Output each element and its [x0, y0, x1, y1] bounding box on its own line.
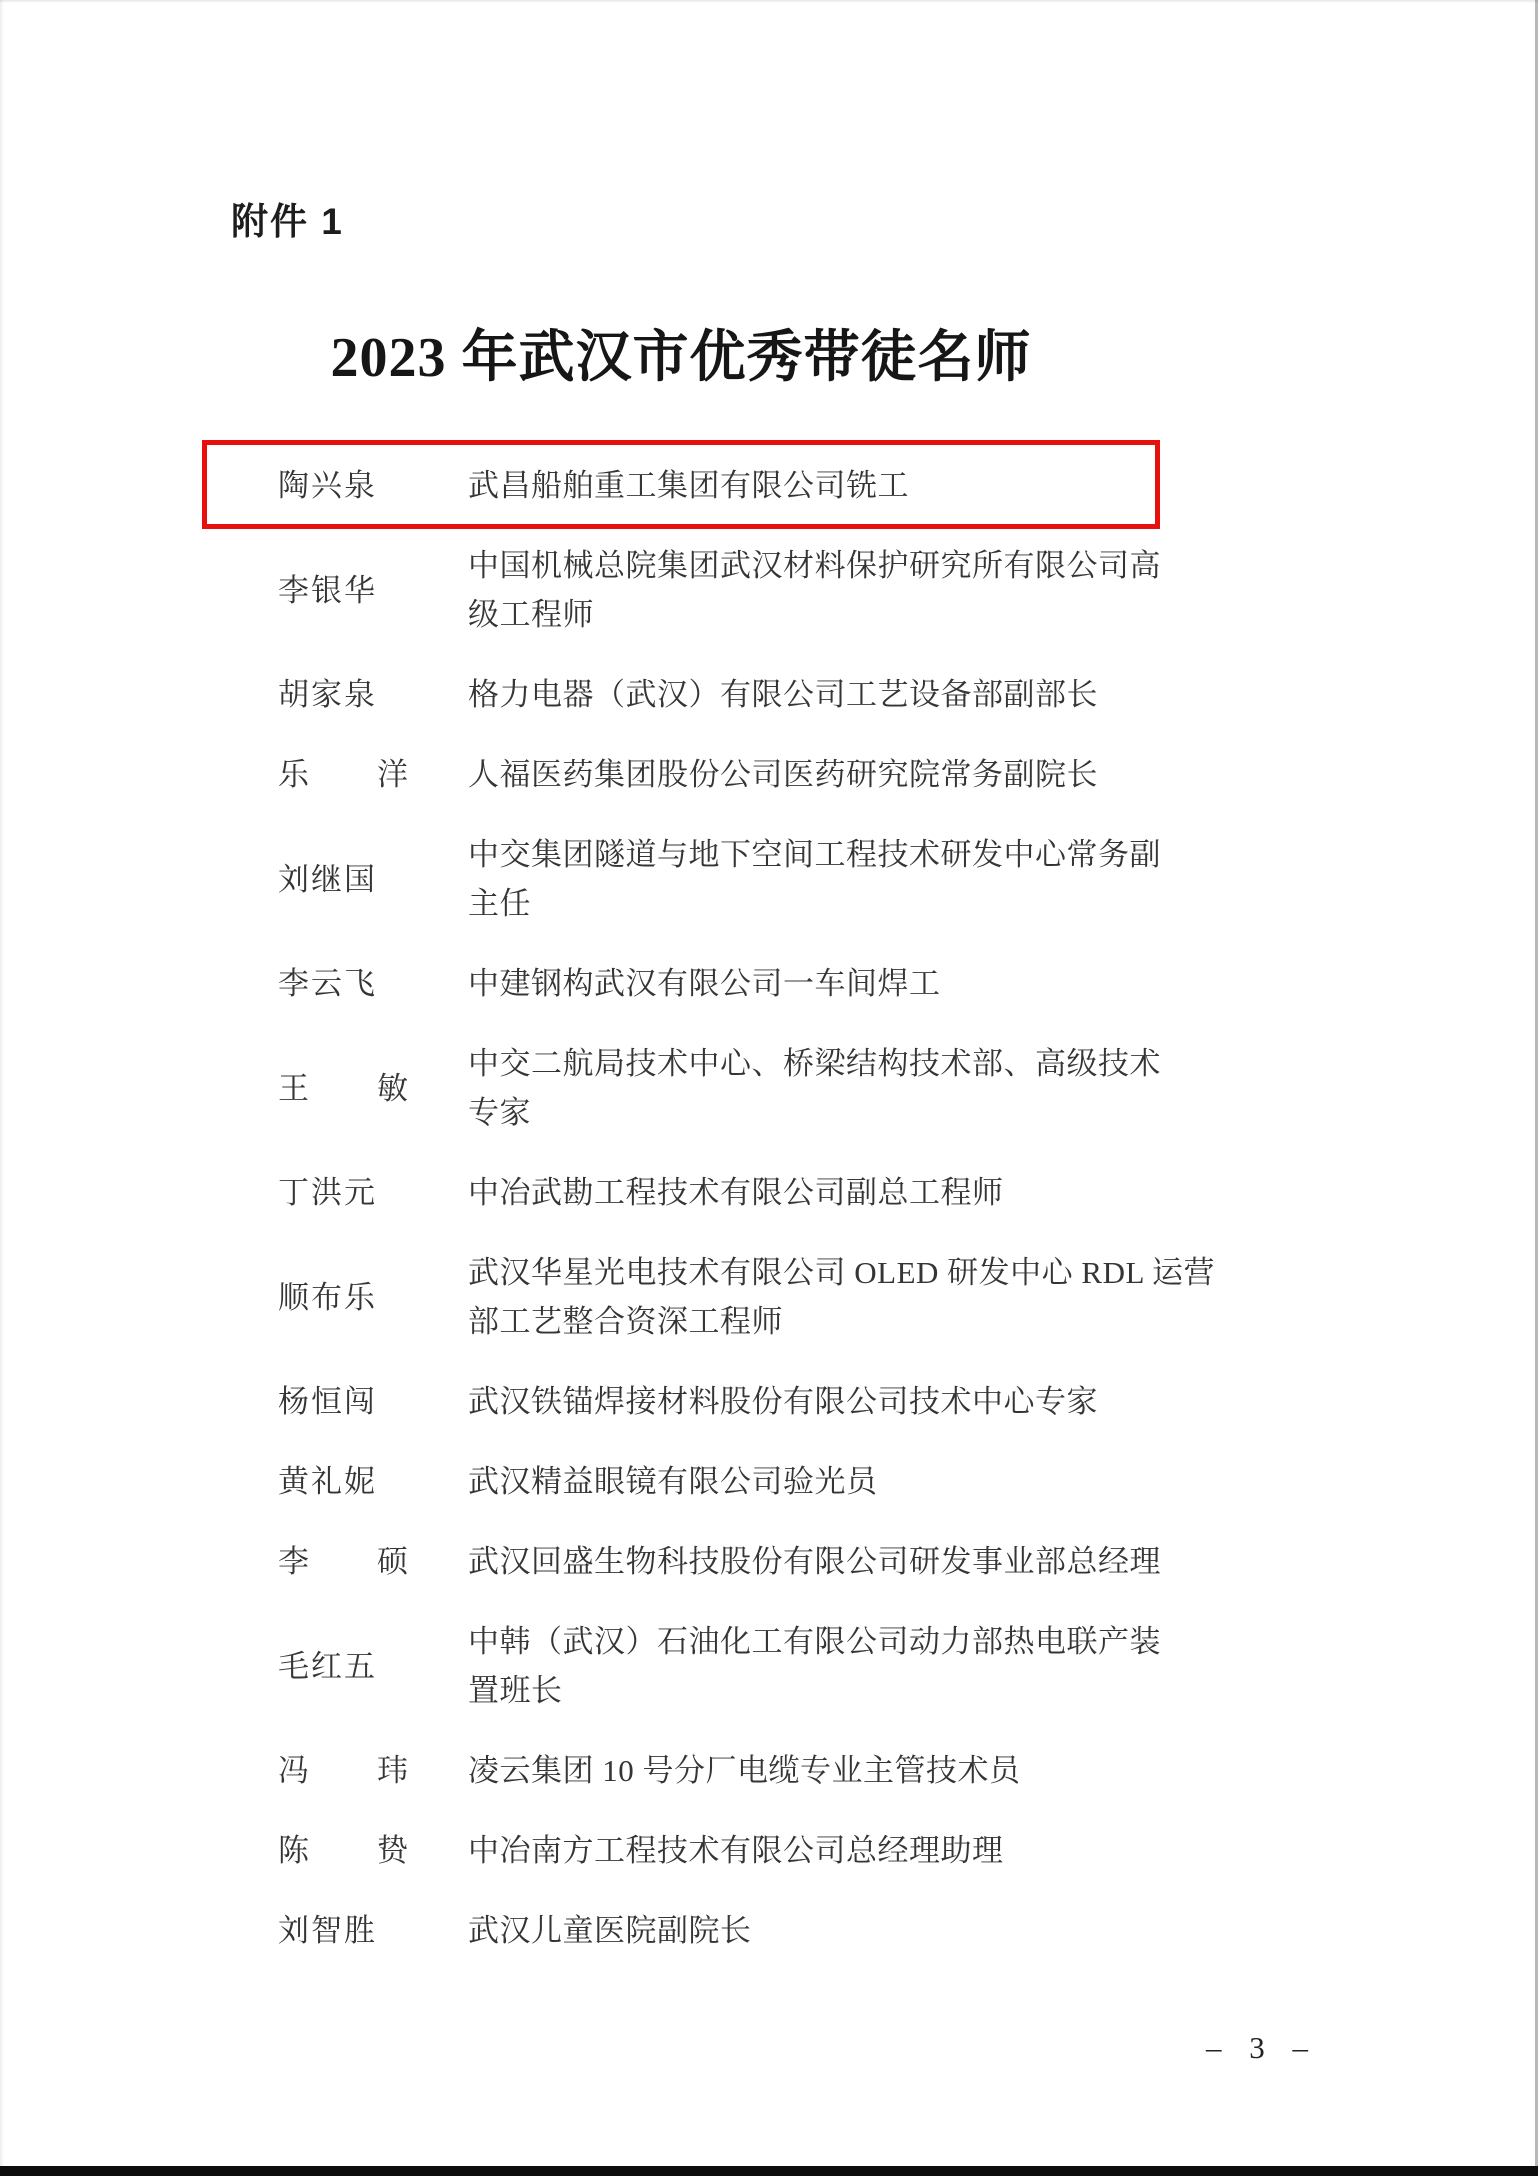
scan-edge-bottom [0, 2166, 1538, 2176]
page-number: – 3 – [1206, 2030, 1318, 2065]
list-item [0, 1457, 1538, 1506]
mentor-name: 李云飞 [278, 966, 377, 1001]
list-item [0, 541, 1538, 639]
mentor-affiliation [468, 461, 909, 510]
list-item [0, 959, 1538, 1008]
list-item [0, 1826, 1538, 1875]
list-item [0, 830, 1538, 928]
mentor-affiliation [468, 1537, 1161, 1586]
mentor-name: 毛红五 [278, 1648, 377, 1684]
affiliation-line: 部工艺整合资深工程师 [468, 1304, 783, 1339]
affiliation-line: 武汉精益眼镜有限公司验光员 [468, 1464, 878, 1499]
affiliation-line: 武汉华星光电技术有限公司 OLED 研发中心 RDL 运营 [468, 1255, 1215, 1290]
affiliation-line: 中冶武勘工程技术有限公司副总工程师 [468, 1175, 1004, 1210]
list-item [0, 1537, 1538, 1586]
mentor-affiliation [468, 1377, 1098, 1426]
affiliation-line: 武汉回盛生物科技股份有限公司研发事业部总经理 [468, 1544, 1161, 1579]
mentor-affiliation [468, 1457, 878, 1506]
list-item [0, 1248, 1538, 1346]
mentor-name: 刘智胜 [278, 1913, 377, 1948]
affiliation-line: 凌云集团 10 号分厂电缆专业主管技术员 [468, 1753, 1021, 1788]
list-item [0, 670, 1538, 719]
list-item [0, 750, 1538, 799]
mentor-affiliation [468, 670, 1098, 719]
scan-edge-top [0, 0, 1538, 3]
affiliation-line: 主任 [468, 886, 531, 921]
mentor-affiliation [468, 1906, 752, 1955]
affiliation-line: 武昌船舶重工集团有限公司铣工 [468, 468, 909, 503]
mentor-list [0, 461, 1538, 1986]
affiliation-line: 中建钢构武汉有限公司一车间焊工 [468, 966, 941, 1001]
mentor-name: 黄礼妮 [278, 1464, 377, 1499]
mentor-name: 陶兴泉 [278, 468, 377, 503]
affiliation-line: 中冶南方工程技术有限公司总经理助理 [468, 1833, 1004, 1868]
mentor-affiliation [468, 959, 941, 1008]
list-item [0, 1377, 1538, 1426]
list-item [0, 1746, 1538, 1795]
affiliation-line: 专家 [468, 1095, 531, 1130]
mentor-name: 杨恒闯 [278, 1384, 377, 1419]
list-item [0, 1906, 1538, 1955]
affiliation-line: 中交集团隧道与地下空间工程技术研发中心常务副 [468, 837, 1161, 872]
affiliation-line: 中韩（武汉）石油化工有限公司动力部热电联产装 [468, 1624, 1161, 1659]
mentor-name: 丁洪元 [278, 1175, 377, 1210]
affiliation-line: 级工程师 [468, 597, 594, 632]
affiliation-line: 人福医药集团股份公司医药研究院常务副院长 [468, 757, 1098, 792]
list-item [0, 1039, 1538, 1137]
mentor-name: 李 硕 [278, 1544, 410, 1579]
mentor-affiliation [468, 1746, 1021, 1795]
mentor-affiliation [468, 1248, 1215, 1346]
affiliation-line: 中交二航局技术中心、桥梁结构技术部、高级技术 [468, 1046, 1161, 1081]
list-item [0, 461, 1538, 510]
affiliation-line: 中国机械总院集团武汉材料保护研究所有限公司高 [468, 548, 1161, 583]
list-item [0, 1168, 1538, 1217]
mentor-name: 陈 贽 [278, 1833, 410, 1868]
mentor-name: 顺布乐 [278, 1279, 377, 1315]
mentor-affiliation [468, 1617, 1161, 1715]
mentor-affiliation [468, 1826, 1004, 1875]
mentor-affiliation [468, 750, 1098, 799]
mentor-name: 冯 玮 [278, 1753, 410, 1788]
list-item [0, 1617, 1538, 1715]
mentor-name: 王 敏 [278, 1070, 410, 1106]
mentor-name: 胡家泉 [278, 677, 377, 712]
mentor-affiliation [468, 1039, 1161, 1137]
affiliation-line: 置班长 [468, 1673, 563, 1708]
affiliation-line: 格力电器（武汉）有限公司工艺设备部副部长 [468, 677, 1098, 712]
affiliation-line: 武汉铁锚焊接材料股份有限公司技术中心专家 [468, 1384, 1098, 1419]
mentor-name: 李银华 [278, 572, 377, 608]
attachment-label: 附件 1 [231, 201, 344, 242]
mentor-name: 刘继国 [278, 861, 377, 897]
mentor-affiliation [468, 830, 1161, 928]
mentor-affiliation [468, 1168, 1004, 1217]
document-title: 2023 年武汉市优秀带徒名师 [330, 327, 1032, 389]
mentor-name: 乐 洋 [278, 757, 410, 792]
mentor-affiliation [468, 541, 1161, 639]
affiliation-line: 武汉儿童医院副院长 [468, 1913, 752, 1948]
